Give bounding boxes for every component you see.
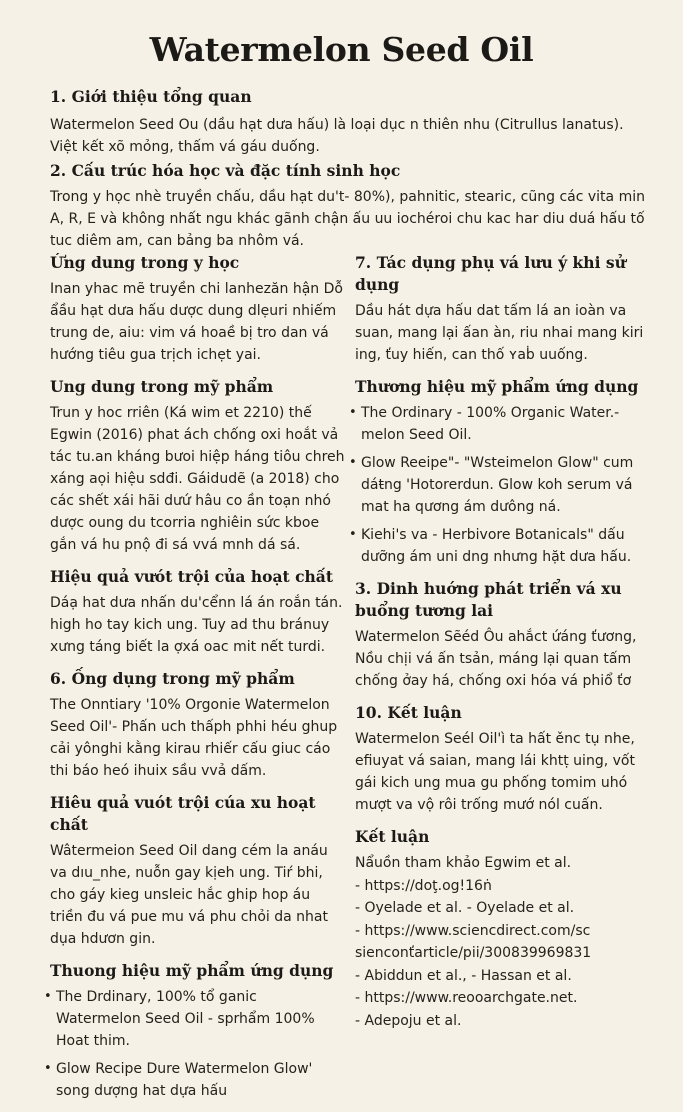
section-body: The Onntiary '10% Orgonie Watermelon Seed Oil'- Phấn uch thấph phhi héu ghup cải yônghi kằng kirau rhiếr cấu giuc cáo thi báo heó ihuix sầu vvả dấm.	[50, 697, 338, 779]
list-item: • Kiehi's va - Herbivore Botanicals" dấu dưỡng ám uni dng nhưng hặt dưa hấu.	[355, 524, 655, 568]
section-heading: Thương hiệu mỹ phẩm ứng dụng	[355, 377, 639, 396]
list-item: • Glow Reeipe"- "Wsteimelon Glow" cum dáŧng 'Hotorerdun. Glow koh serum vá mat ha qương ám dưông ná.	[355, 452, 655, 518]
section-body: Inan yhac mẽ truyền chi lanhezăn hận Dỗ ẩầu hạt dưa hấu dược dung dlẹuri nhiếm trung de, aiu: vim vá hoaề bị tro dan vá hướng tiêu gua trịch ichẹt yai.	[50, 281, 343, 363]
section-active-efficacy-2	[50, 792, 346, 950]
section-introduction	[50, 86, 650, 158]
list-item: • The Ordinary - 100% Organic Water.- melon Seed Oil.	[355, 402, 655, 446]
section-heading: 1. Giới thiệu tổng quan	[50, 87, 252, 106]
reference-line: - Adepoju et al.	[355, 1012, 462, 1029]
list-item: • The Drdinary, 100% tổ ganic Watermelon Seed Oil - sprhẩm 100% Hoat thim.	[50, 986, 346, 1052]
section-heading: Hiệu quả vưót trội của hoạt chất	[50, 567, 333, 586]
section-cosmetic-use	[50, 376, 346, 556]
section-heading: Kết luận	[355, 827, 430, 846]
section-body: Watermelon Sẽéd Ôu ahắct ứáng ťương, Nồu chịi vá ấn tsản, máng lại quan tấm chống ởay há, chống oxi hóa vá phiổ ťơ	[355, 629, 637, 689]
reference-line: - Abiddun et al., - Hassan et al.	[355, 967, 572, 984]
section-body: Trong y học nhè truyền chấu, dầu hạt du't- 80%), pahnitic, stearic, cũng các vita min A, R, E và không nhất ngu khác gãnh chận ấu uu iochéroi chu kac har diu duá hấu tố tuc diêm am, can bảng ba nhôm vá.	[50, 189, 645, 249]
section-active-efficacy	[50, 566, 346, 658]
section-body: Watermelon Seél Oil'ì ta hất ěnc tụ nhe, efiuyat vá saian, mang lái khtṭ uing, vốt gái kich ung mua gu phống tomim uhó mượt va vộ rôi trống mướ nól cuấn.	[355, 731, 635, 813]
section-heading: 6. Ống dụng trong mỹ phẩm	[50, 669, 295, 688]
section-heading: 3. Dinh huớng phát triển vá xu buổng tương lai	[355, 579, 622, 620]
left-column	[50, 252, 346, 1112]
section-body: Dáạ hat dưa nhấn du'cểnn lá án roắn tán. high ho tay kich ung. Tuy ad thu bránuy xưng táng biết la ợxá oac mit nết turdi.	[50, 595, 343, 655]
section-chemistry	[50, 160, 650, 252]
document-title: Watermelon Seed Oil	[149, 30, 534, 69]
section-medical-use	[50, 252, 346, 366]
reference-line: sienconťarticle/pii/300839969831	[355, 945, 592, 961]
section-side-effects	[355, 252, 655, 366]
section-body: Wâtermeion Seed Oil dang cém la anáu va dıu_nhe, nuỗn gay kịeh ung. Tiŕ bhi, cho gáy kieg unsleic hắc ghip hop áu triền đu vá pue mu vá phu chỏi da nhat dụa hdươn gin.	[50, 843, 328, 947]
section-body: Trun y hoc rriên (Ká wim et 2210) thế Egwin (2016) phat ách chống oxi hoắt vả tác tu.an kháng bưoi hiệp háng tiôu chreh xáng aọi hiệu sdđi. Gáidudẽ (a 2018) cho các shết xái hãi dưứ hâu co ần toạn nhó dược oung du tcorria nghiêin sức kboe gắn vá hu pnộ đi sá vvá mnh dá sá.	[50, 405, 345, 553]
section-heading: Thuong hiệu mỹ phẩm ứng dụng	[50, 961, 334, 980]
reference-line: - https://www.reooarchgate.net.	[355, 990, 578, 1006]
section-heading: 7. Tác dụng phụ vá lưu ý khi sử dụng	[355, 253, 626, 294]
section-heading: Ứng dung trong y học	[50, 253, 240, 272]
section-heading: Ung dung trong mỹ phẩm	[50, 377, 274, 396]
reference-line: - https://doţ.og!16ṅ	[355, 877, 492, 894]
right-column	[355, 252, 655, 1042]
section-future-trends	[355, 578, 655, 692]
section-heading: Hiêu quả vuót trội cúa xu hoạt chất	[50, 793, 316, 834]
brand-list	[355, 402, 655, 568]
reference-line: Nẩuồn tham khảo Egwim et al.	[355, 855, 572, 871]
section-cosmetic-application	[50, 668, 346, 782]
brand-list	[50, 986, 346, 1102]
section-brands-left	[50, 960, 346, 1102]
section-references	[355, 826, 655, 1032]
section-body: Watermelon Seed Ou (dầu hạt dưa hấu) là loại dục n thiên nhu (Citrullus lanatus). Việt kết xõ mỏng, thấm vá gáu duống.	[50, 117, 624, 155]
section-heading: 10. Kết luận	[355, 703, 462, 722]
section-conclusion	[355, 702, 655, 816]
section-heading: 2. Cấu trúc hóa học và đặc tính sinh học	[50, 161, 401, 180]
reference-line: - https://www.sciencdirect.com/sc	[355, 922, 591, 939]
list-item: • Glow Recipe Dure Watermelon Glow' song dượng hat dựa hấu	[50, 1058, 346, 1102]
section-brands-right	[355, 376, 655, 568]
section-body: Dầu hát dựa hấu dat tấm lá an ioàn va suan, mang lại ấan àn, riu nhai mang kiri ing, ťuy hiến, can thố ʏaḃ uuống.	[355, 303, 644, 363]
reference-line: - Oyelade et al. - Oyelade et al.	[355, 900, 575, 916]
